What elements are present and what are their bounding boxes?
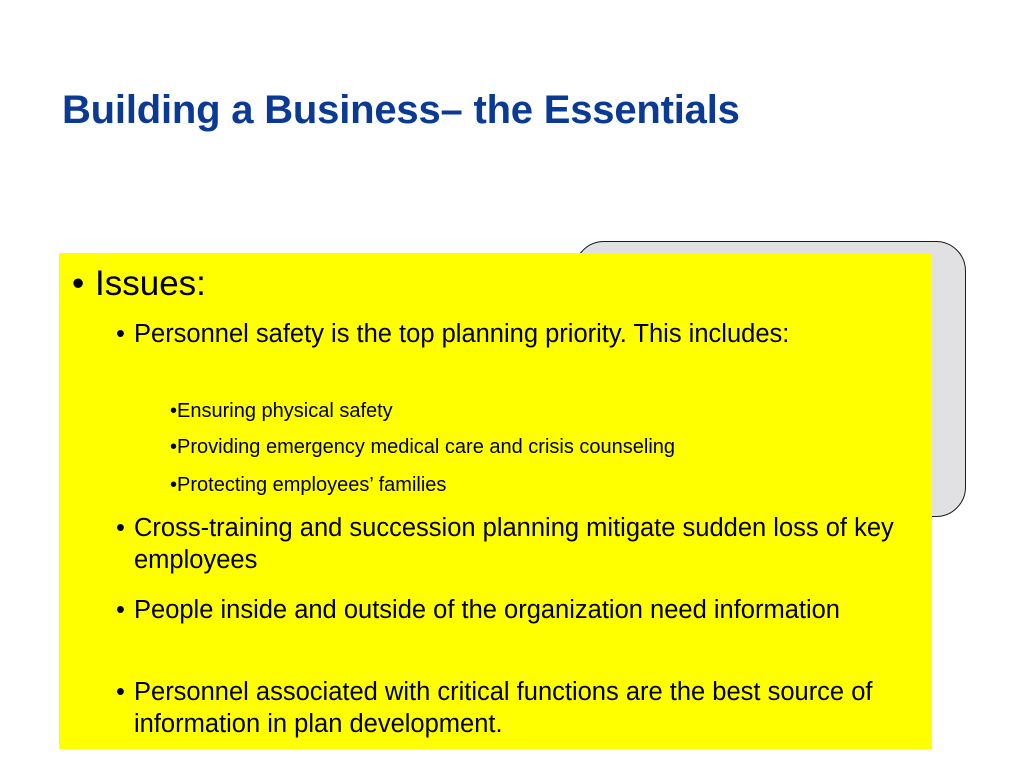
list-item-personnel-safety [116,318,916,350]
sub-item-text: Protecting employees’ families [177,474,447,496]
bullet-dot: • [116,678,125,706]
issues-heading-label: Issues: [95,264,206,303]
bullet-dot: • [116,320,125,348]
list-item-text: Personnel safety is the top planning priority. This includes: [134,320,790,348]
bullet-dot: • [170,474,178,496]
bullet-dot: • [170,436,178,458]
bullet-dot: • [116,596,125,624]
list-item-text: Personnel associated with critical functions are the best source of information in plan development. [134,678,873,738]
list-item-critical-functions [116,676,916,740]
slide-title: Building a Business– the Essentials [62,88,740,132]
sub-item-families [170,474,446,497]
sub-item-text: Providing emergency medical care and crisis counseling [177,436,676,458]
list-item-text: People inside and outside of the organization need information [134,596,840,624]
list-item-cross-training [116,512,916,576]
sub-item-physical-safety [170,400,393,423]
list-item-information-needs [116,594,916,626]
bullet-dot: • [116,514,125,542]
sub-item-text: Ensuring physical safety [177,400,393,422]
sub-item-medical-care [170,436,675,459]
bullet-dot: • [72,264,85,303]
list-item-text: Cross-training and succession planning mitigate sudden loss of key employees [134,514,894,574]
bullet-dot: • [170,400,178,422]
